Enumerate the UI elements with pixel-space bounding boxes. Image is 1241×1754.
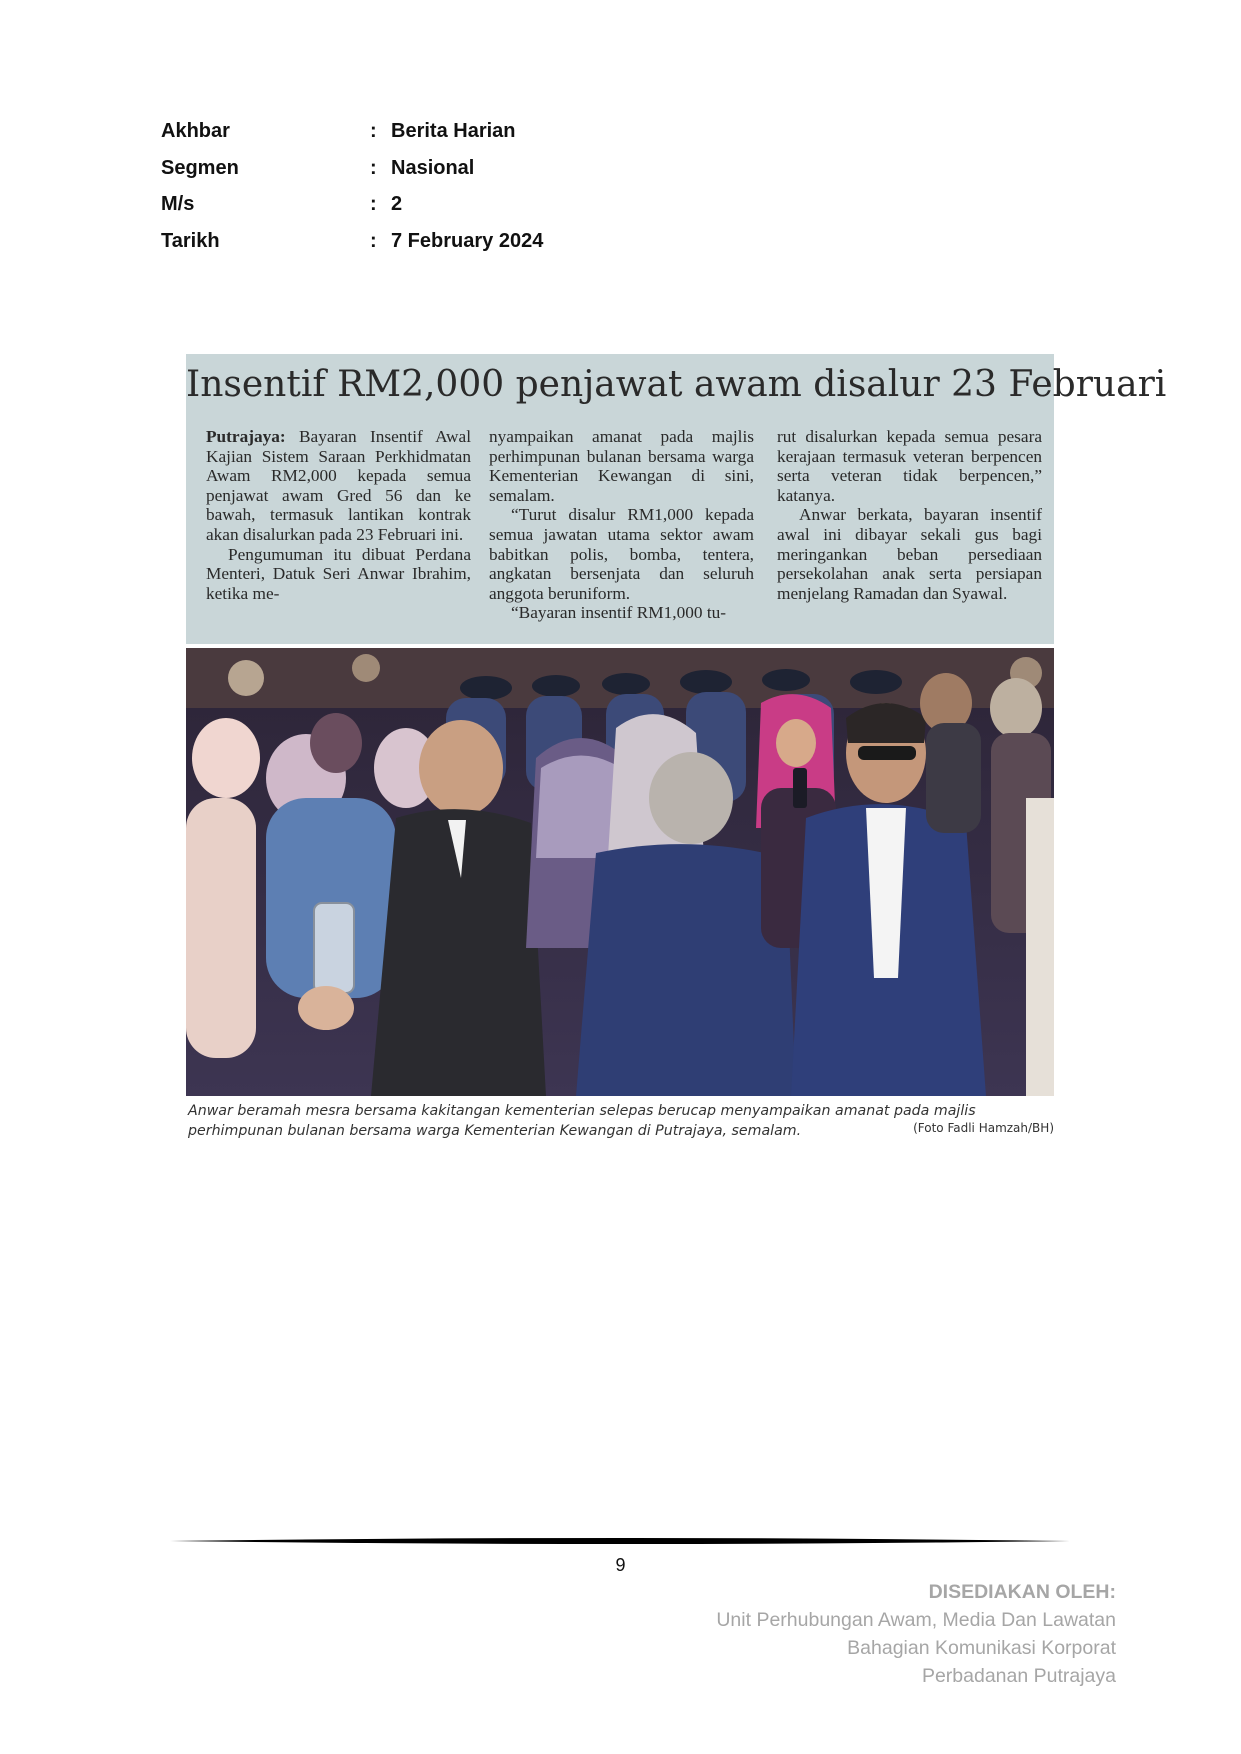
article-column-3 bbox=[777, 427, 1042, 603]
article-paragraph: rut disalurkan kepada semua pesara kerajaan termasuk veteran berpencen serta veteran tidak berpencen,” katanya. bbox=[777, 427, 1042, 505]
newspaper-clipping bbox=[186, 354, 1167, 1149]
meta-label: Tarikh bbox=[161, 229, 220, 252]
article-headline: Insentif RM2,000 penjawat awam disalur 23 Februari bbox=[186, 364, 1167, 405]
prepared-by-organisation: Perbadanan Putrajaya bbox=[921, 1665, 1116, 1687]
footer-divider bbox=[170, 1537, 1070, 1545]
meta-label: M/s bbox=[161, 193, 195, 215]
prepared-by-block bbox=[716, 1578, 1116, 1690]
article-paragraph: Anwar berkata, bayaran insentif awal ini dibayar sekali gus bagi meringankan beban persediaan persekolahan anak serta persiapan menjelang Ramadan dan Syawal. bbox=[777, 505, 1042, 603]
article-column-2 bbox=[489, 427, 754, 623]
page-number: 9 bbox=[615, 1555, 626, 1575]
prepared-by-division: Bahagian Komunikasi Korporat bbox=[847, 1637, 1116, 1659]
meta-value: Berita Harian bbox=[391, 120, 516, 142]
meta-value: 2 bbox=[391, 193, 403, 215]
article-dateline: Putrajaya: bbox=[206, 427, 286, 446]
meta-label: Akhbar bbox=[161, 120, 230, 142]
prepared-by-unit: Unit Perhubungan Awam, Media Dan Lawatan bbox=[716, 1609, 1116, 1631]
article-paragraph: nyampaikan amanat pada majlis perhimpunan bulanan bersama warga Kementerian Kewangan di sini, semalam. bbox=[489, 427, 754, 505]
news-photo bbox=[186, 648, 1054, 1096]
meta-colon: : bbox=[370, 229, 377, 252]
meta-colon: : bbox=[370, 156, 377, 179]
photo-credit: (Foto Fadli Hamzah/BH) bbox=[913, 1121, 1054, 1135]
meta-value: Nasional bbox=[391, 156, 475, 179]
article-paragraph: Pengumuman itu dibuat Perdana Menteri, Datuk Seri Anwar Ibrahim, ketika me- bbox=[206, 544, 471, 603]
meta-colon: : bbox=[370, 120, 377, 142]
news-photo-illustration bbox=[186, 648, 1054, 1096]
article-column-1 bbox=[206, 427, 471, 603]
meta-value: 7 February 2024 bbox=[391, 229, 544, 252]
article-paragraph: “Turut disalur RM1,000 kepada semua jawatan utama sektor awam babitkan polis, bomba, tentera, angkatan bersenjata dan seluruh anggota beruniform. bbox=[489, 505, 754, 603]
article-paragraph: Bayaran Insentif Awal Kajian Sistem Saraan Perkhidmatan Awam RM2,000 kepada semua penjawat awam Gred 56 dan ke bawah, termasuk lantikan kontrak akan disalurkan pada 23 Februari ini. bbox=[206, 427, 471, 544]
article-text-panel bbox=[186, 354, 1167, 644]
article-paragraph: “Bayaran insentif RM1,000 tu- bbox=[511, 603, 727, 623]
photo-caption: Anwar beramah mesra bersama kakitangan kementerian selepas berucap menyampaikan amanat pada majlis perhimpunan bulanan bersama warga Kementerian Kewangan di Putrajaya, semalam. bbox=[188, 1103, 976, 1139]
meta-label: Segmen bbox=[161, 156, 239, 179]
meta-colon: : bbox=[370, 193, 377, 215]
prepared-by-title: DISEDIAKAN OLEH: bbox=[928, 1581, 1116, 1603]
